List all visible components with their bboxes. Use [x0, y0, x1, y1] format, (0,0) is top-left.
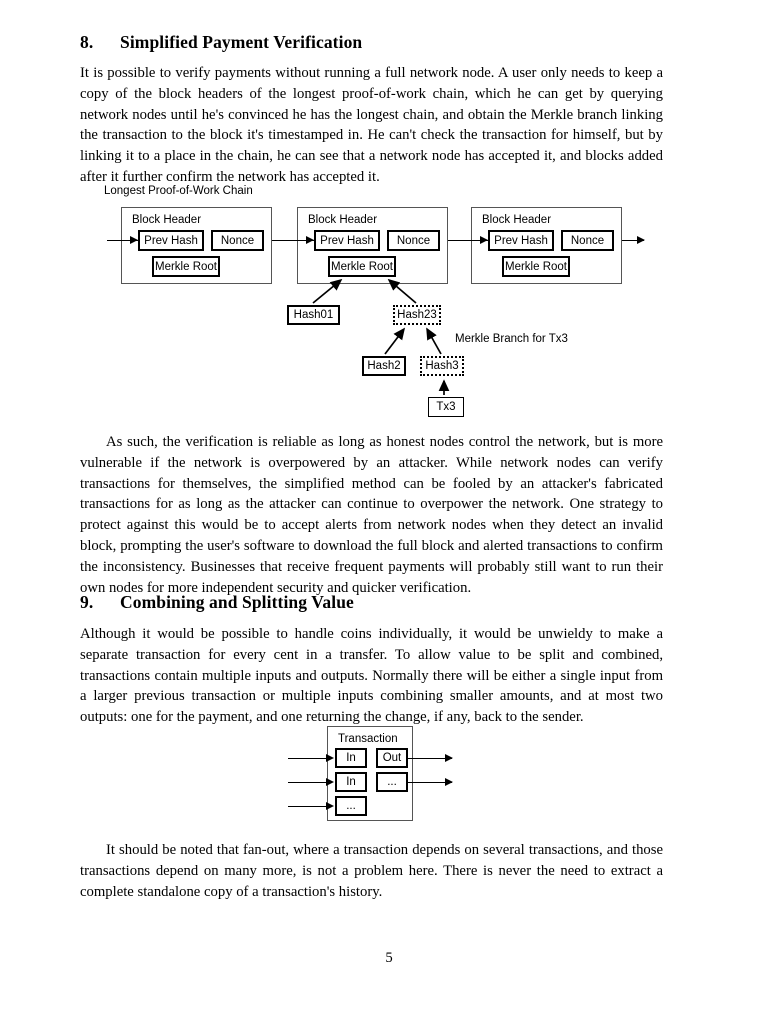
merkle-root-box-1: Merkle Root: [152, 256, 220, 277]
merkle-node-hash3: Hash3: [420, 356, 464, 376]
transaction-input-2: In: [335, 772, 367, 792]
transaction-input-3: ...: [335, 796, 367, 816]
section-8-paragraph-1: It is possible to verify payments without running a full network node. A user only needs to keep a copy of the block headers of the longest proof-of-work chain, which he can get by querying network nodes until he's convinced he has the longest chain, and obtain the Merkle branch linking the transaction to the block it's timestamped in. He can't check the transaction for himself, but by linking it to a place in the chain, he can see that a network node has accepted it, and blocks added after it further confirm the network has accepted it.: [80, 65, 663, 185]
merkle-root-box-3: Merkle Root: [502, 256, 570, 277]
transaction-output-1: Out: [376, 748, 408, 768]
section-9-paragraph-1: Although it would be possible to handle coins individually, it would be unwieldy to make a separate transaction for every cent in a transfer. To allow value to be split and combined, transactions contain multiple inputs and outputs. Normally there will be either a single input from a larger previous transaction or multiple inputs combining smaller amounts, and at most two outputs: one for the payment, and one returning the change, if any, back to the sender.: [80, 626, 663, 726]
transaction-out-arrow-1-icon: [445, 754, 453, 762]
block-header-label-2: Block Header: [308, 214, 378, 226]
nonce-box-2: Nonce: [387, 230, 440, 251]
page-number: 5: [385, 950, 393, 966]
section-9-number: 9.: [80, 592, 94, 612]
merkle-node-hash01: Hash01: [287, 305, 340, 325]
transaction-in-line-3: [288, 806, 328, 807]
transaction-out-arrow-2-icon: [445, 778, 453, 786]
spv-diagram-caption: Longest Proof-of-Work Chain: [104, 185, 253, 197]
merkle-node-tx3: Tx3: [428, 397, 464, 417]
prev-hash-box-2: Prev Hash: [314, 230, 380, 251]
nonce-box-3: Nonce: [561, 230, 614, 251]
merkle-node-hash23: Hash23: [393, 305, 441, 325]
section-9-paragraph-2: It should be noted that fan-out, where a transaction depends on several transactions, and those transactions depend on many more, is not a problem here. There is never the need to extract a complete standalone copy of a transaction's history.: [80, 842, 663, 900]
prev-hash-box-1: Prev Hash: [138, 230, 204, 251]
transaction-in-line-1: [288, 758, 328, 759]
nonce-box-1: Nonce: [211, 230, 264, 251]
merkle-node-hash2: Hash2: [362, 356, 406, 376]
block-header-label-1: Block Header: [132, 214, 202, 226]
merkle-branch-label: Merkle Branch for Tx3: [455, 333, 568, 345]
transaction-in-arrow-2-icon: [326, 778, 334, 786]
section-9-title: Combining and Splitting Value: [120, 592, 354, 612]
prev-hash-box-3: Prev Hash: [488, 230, 554, 251]
section-8-title: Simplified Payment Verification: [120, 32, 363, 52]
transaction-input-1: In: [335, 748, 367, 768]
transaction-output-2: ...: [376, 772, 408, 792]
block-header-label-3: Block Header: [482, 214, 552, 226]
section-8-number: 8.: [80, 32, 94, 52]
merkle-root-box-2: Merkle Root: [328, 256, 396, 277]
transaction-in-arrow-1-icon: [326, 754, 334, 762]
transaction-in-arrow-3-icon: [326, 802, 334, 810]
transaction-in-line-2: [288, 782, 328, 783]
transaction-title: Transaction: [338, 733, 398, 745]
section-8-paragraph-2: As such, the verification is reliable as long as honest nodes control the network, but is more vulnerable if the network is overpowered by an attacker. While network nodes can verify transactions for themselves, the simplified method can be fooled by an attacker's fabricated transactions for as long as the attacker can continue to overpower the network. One strategy to protect against this would be to accept alerts from network nodes when they detect an invalid block, prompting the user's software to download the full block and alerted transactions to confirm the inconsistency. Businesses that receive frequent payments will probably still want to run their own nodes for more independent security and quicker verification.: [80, 434, 663, 596]
